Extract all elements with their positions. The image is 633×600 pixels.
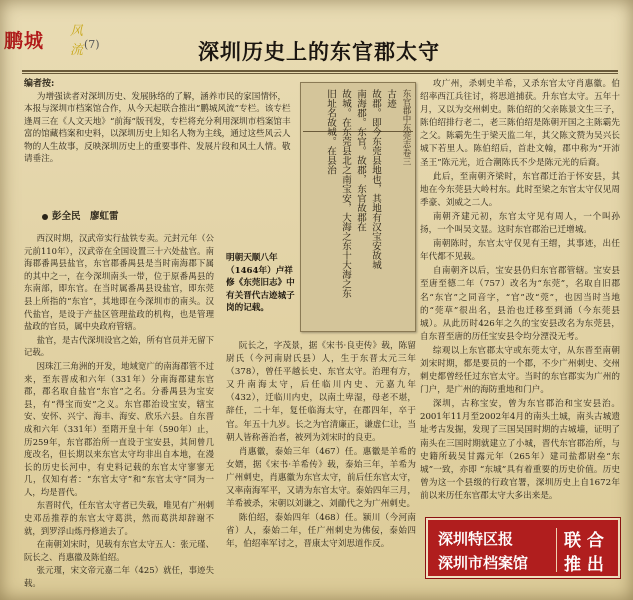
vertical-text-block: [307, 89, 411, 325]
title-rule: [22, 70, 618, 72]
paragraph: 自南朝齐以后，宝安县仍归东官郡管辖。宝安县至唐至德二年（757）改名为“东莞”，名取自旧郡名“东官”之同音字，“官”改“莞”，也因当时当地的“莞草”很出名，县治也迁移至到涌（今东莞县城）。从此历时426年之久的宝安县改名为东莞县，自东晋至唐的历任宝安县令均分湮没无考。: [420, 266, 620, 342]
article-column-middle: [226, 340, 416, 553]
paragraph: 东晋时代，任东官太守者已失载，唯见有广州刺史邓岳推荐的东官太守葛洪，然而葛洪却辞谢不就，到罗浮山炼丹修道去了。: [24, 500, 214, 536]
paragraph: 南朝陈时，东官太守仅见有王缙，其事迹，出任年代都不见载。: [420, 239, 620, 263]
paragraph: 西汉时期，汉武帝实行盐铁专卖。元封元年（公元前110年），汉武帝在全国设置三十六处盐官。南海郡番禺县盐官，东官郡番禺县是当时南海郡下属的其中之一，在今深圳南头一带，位于原番禺县的东南部，即东官。在当时属番禺县设盐官，即东莞县上所指的“东官”，其地即在今深圳市的南头。汉代盐官，是设于产盐区管理盐政的机构，也是管理盐政的官员，属中央政府管辖。: [24, 233, 214, 332]
photo-text-col: 旧址名故城。在县治: [325, 89, 336, 175]
joint-stamp-line-2: 推 出: [564, 555, 604, 575]
photo-text-col: 故城。在东莞县北之南宝安，大海之东十大海之东: [340, 89, 351, 298]
editor-note-text: 为增强读者对深圳历史、发展脉络的了解，涵养市民的家国情怀，本报与深圳市档案馆合作，从今天起联合推出“鹏城风流”专栏。该专栏逢周三在《人文天地》“前海”版刊发，专栏将充分利用深圳市档案馆丰富的馆藏档案和史料，以深圳历史上知名人物为主线，通过这些风云人物的人生故事，反映深圳历史上的重要事件、发展片段和风土人情。敬请垂注。: [24, 91, 291, 164]
article-column-left: [24, 232, 214, 591]
column-subname: 风流: [70, 24, 84, 58]
editor-note: [24, 78, 294, 166]
paragraph: 在南朝刘宋时，见载有东官太守五人：张元瑾、阮长之、肖惠徽及陈伯绍。: [24, 539, 214, 562]
column-name: 鹏城: [4, 30, 45, 52]
badge-divider: [556, 528, 557, 572]
paragraph: 张元瑾，宋文帝元嘉二年（425）就任，事迹失载。: [24, 565, 214, 589]
historical-document-photo: [300, 82, 416, 332]
paragraph: 攻广州，杀刺史羊希，又杀东官太守肖惠徽。伯绍率西江兵往讨，将思道捕获。升东官太守。五年十月，又以为交州刺史。陈伯绍的父亲陈景文生三子，陈伯绍排行老二，老三陈伯绍是陈朝开国之主陈霸先之父。陈霸先生于梁天监二年，其父陈文赞为吴兴长城下若里人。陈伯绍后，首赴文翰，郡中称为“开沛圣王”陈元光，近合潮陈氏不少是陈元光的后裔。: [420, 79, 620, 168]
paragraph: 陈伯绍，泰始四年（468）任。颍川（今河南省）人，泰始二年，任广州刺史为佛佞，泰始四年，伯绍率军讨之，晋康太守刘思道作反。: [226, 513, 416, 550]
photo-text-col: 东官郡中东莞志卷三: [401, 89, 411, 166]
column-header: [0, 0, 100, 70]
joint-stamp-line-1: 联 合: [564, 531, 604, 551]
publisher-name-2: 深圳市档案馆: [438, 554, 529, 572]
title-rule-thin: [22, 73, 618, 74]
publisher-badge: [426, 518, 620, 578]
article-title: 深圳历史上的东官郡太守: [198, 40, 440, 64]
photo-caption: 明朝天顺八年（1464年）卢祥修《东莞旧志》中有关晋代古迹城子岗的记载。: [226, 253, 295, 313]
paragraph: 综观以上东官郡太守或东莞太守，从东晋至南朝刘宋时期，都是要员的一个郡，不少广州刺史、交州刺史都曾经任过东官太守。当时的东官郡实为广州的门户，是广州的海防重地和门户。: [420, 345, 620, 396]
paragraph: 因珠江三角洲的开发，地域宽广的南海郡管不过来，至东晋成和六年（331年）分南海郡建东官郡，郡名取自盐官“东官”之名。分番禺县为宝安县，有“得宝而安”之义。东官郡治设宝安，辖宝安、安怀、兴宁、海丰、海安、欣乐六县。自东晋成和六年（331年）至隋开皇十年（590年）止，历259年，东官郡治所一直设于宝安县，其间曾几度改名，但长期以来东官太守均非出自本地，在漫长的历史长河中，有史料记载的东官太守寥寥无几，仅知有者：“东官太守”和“东官太守”同为一人，均是晋代。: [24, 360, 214, 497]
paragraph: 盐官，是古代深圳设官之始，所有官员并无留下记载。: [24, 334, 214, 358]
editor-note-heading: 编者按:: [24, 79, 55, 89]
photo-text-col: 古迹: [385, 89, 396, 108]
article-column-right: [420, 78, 620, 504]
byline: [42, 208, 119, 222]
author-names: 彭全民 廖虹雷: [52, 211, 119, 222]
bullet-icon: [42, 214, 48, 220]
paragraph: 深圳，古称宝安，曾为东官郡治和宝安县治。2001年11月至2002年4月的南头土城，南头古城遗址考古发掘，发现了三国吴国时期的古城墙，证明了南头在三国时期就建立了小城，晋代东官郡治所，与史籍所载吴甘露元年（265年）建司盐都尉垒“东城”一致，亦即 “东城”具有着重要的历史价值。历史曾为这一个县级的行政官署，深圳历史上自1672年前以来历任东官郡太守大多出来是。: [420, 399, 620, 501]
paragraph: 南朝齐建元初，东官太守见有周人，一个叫孙扬，一个叫吴文显。这时东官郡治已迁增城。: [420, 211, 620, 236]
column-number: (7): [84, 38, 100, 51]
photo-text-col: 南海郡。东官。故郡，东官故郡在: [355, 89, 366, 232]
paragraph: 阮长之，字茂景，据《宋书·良吏传》载，陈留尉氏（今河南尉氏县）人，生于东晋太元三年（378），曾任平越长史、东官太守。治理有方，又升南海太守，后任临川内史、元嘉九年（432），迁临川内史，以南土卑湿，母老不堪，辞任，二十年，复任临海太守，在郡四年，卒于官。年五十九岁。长之为官清廉正，谦虚仁让，当朝人皆称善治者，被列为刘宋时的良吏。: [226, 341, 416, 443]
photo-text-col: 故郡。即今东莞县地也，其地有汉宝安故城: [370, 89, 381, 270]
publisher-name-1: 深圳特区报: [438, 530, 514, 548]
paragraph: 肖惠徽，泰始三年（467）任。惠徽是羊希的女婿，据《宋书·羊希传》载，泰始三年，羊希为广州刺史，肖惠徽为东官太守，前后任东官太守，又率南海军平，又请为东官太守。泰始四年三月，羊希被杀，宋朝以刘谦之、刘勔代之为广州刺史。: [226, 446, 416, 510]
paragraph: 此后，至南朝齐梁时，东官郡迁治于怀安县，其地在今东莞县大岭村东。此时至梁之东官太守仅见周季豪、刘威之二人。: [420, 171, 620, 208]
